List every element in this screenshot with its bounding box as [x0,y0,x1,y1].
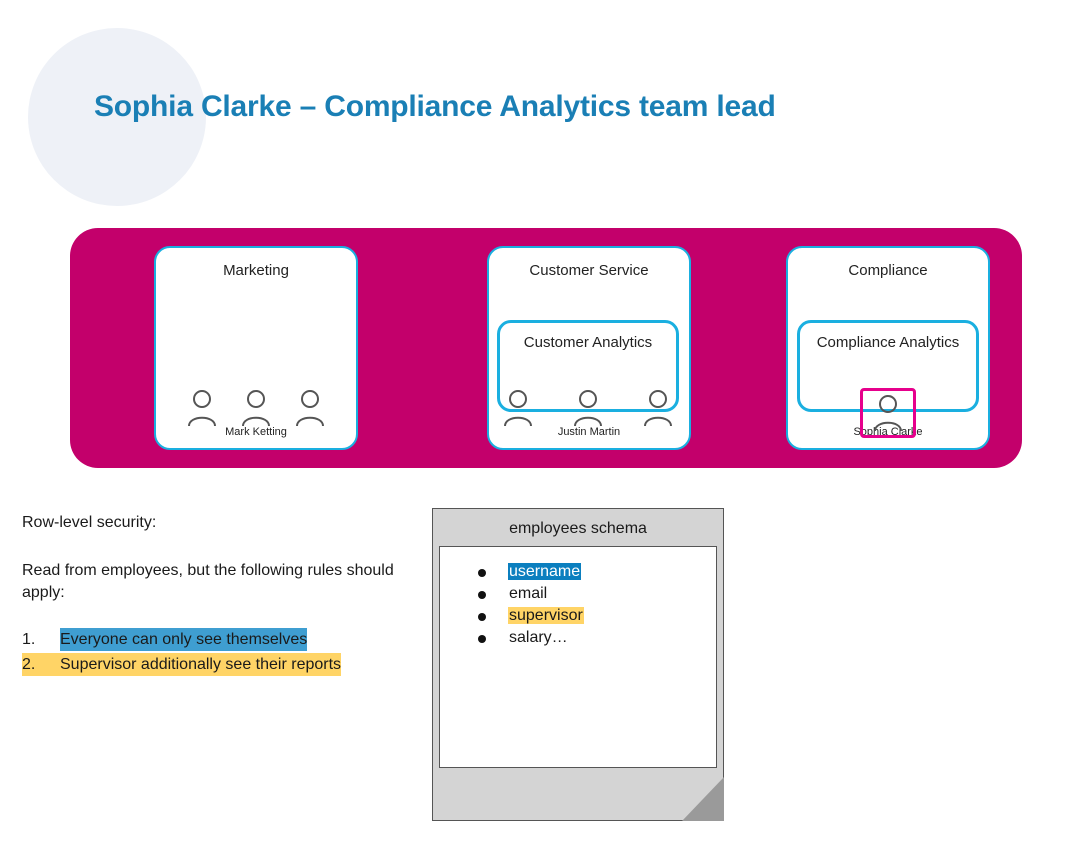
schema-field [474,583,716,605]
subteam-label: Customer Analytics [523,334,653,351]
department-owner: Sophia Clarke [853,426,923,438]
people-row-customer-service [500,388,676,428]
subteam-label: Compliance Analytics [816,334,960,351]
schema-field-label: email [509,585,548,602]
rule-text: Everyone can only see themselves [60,628,307,651]
rule-number: 1. [22,631,36,648]
schema-field [474,605,716,627]
person-icon [499,388,537,428]
schema-field [474,561,716,583]
department-owner: Mark Ketting [225,426,287,438]
schema-field-label: supervisor [509,607,583,624]
people-row-compliance [800,388,976,438]
rule-list [22,628,402,676]
employees-schema-document [432,508,724,821]
rule-item [22,653,402,676]
rule-text: Supervisor additionally see their reports [60,653,341,676]
department-title: Compliance [848,262,928,279]
person-icon [291,388,329,428]
people-row-marketing [168,388,344,428]
rule-item [22,628,402,651]
rule-number: 2. [22,653,60,676]
department-title: Marketing [223,262,289,279]
page-title: Sophia Clarke – Compliance Analytics team lead [94,90,776,123]
notes-lead: Read from employees, but the following rules should apply: [22,562,394,601]
department-owner: Justin Martin [557,426,621,438]
document-title: employees schema [509,520,647,537]
person-icon [237,388,275,428]
schema-field [474,627,716,649]
person-icon [639,388,677,428]
notes-heading: Row-level security: [22,514,157,531]
person-icon [183,388,221,428]
person-icon [569,388,607,428]
schema-field-list [440,561,716,649]
department-title: Customer Service [529,262,649,279]
person-icon-highlighted[interactable] [860,388,916,438]
schema-field-label: username [509,563,581,580]
schema-field-label: salary… [509,629,568,646]
notes-block [22,512,402,678]
document-inner-panel [439,546,717,768]
